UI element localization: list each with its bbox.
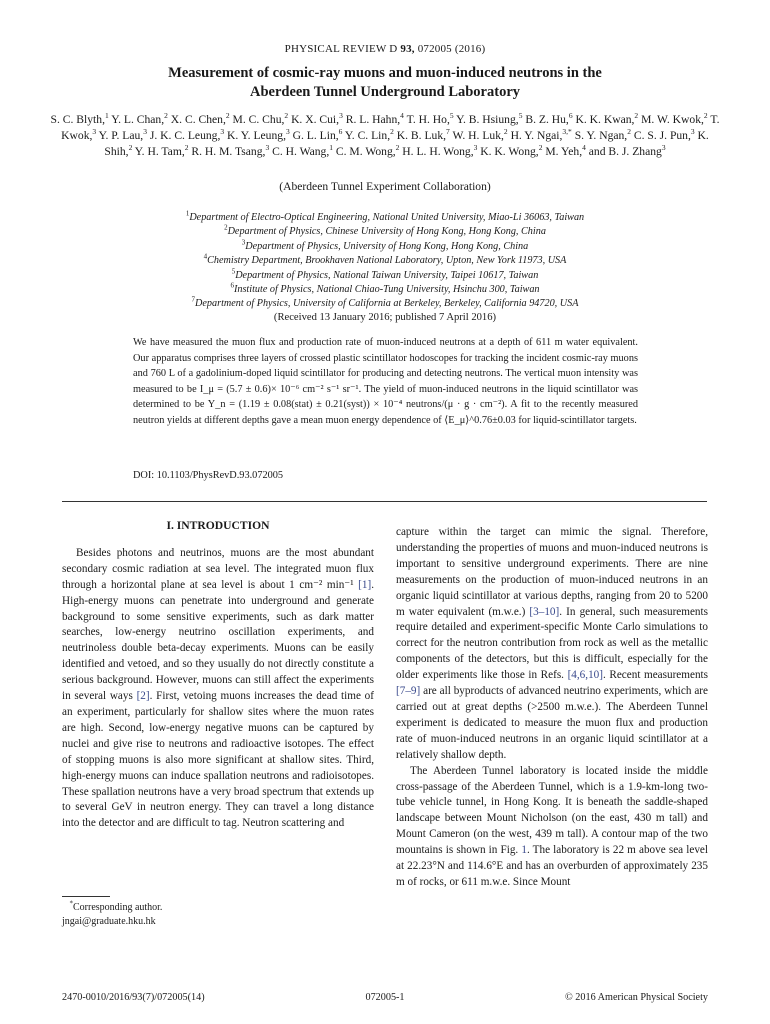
author [345, 129, 394, 142]
section-heading: I. INTRODUCTION [166, 519, 270, 532]
citation-link[interactable]: [3–10] [529, 605, 560, 618]
affiliation [100, 225, 670, 239]
author [402, 145, 477, 158]
abstract-part-1: We have measured the muon flux and production rate of muon-induced neutrons at a depth of 611 m water equivalent. Our apparatus comprises three layers of crossed plastic scintillator hodoscopes for tracking the incident cosmic-ray muons and 760 L of a gadolinium-doped liquid scintillator for producing and detecting neutrons. The vertical muon intensity was measured to be [133, 337, 638, 395]
text-run: . Recent measurements [602, 669, 709, 682]
author [99, 129, 147, 142]
author-affiliation-mark: 2 [225, 111, 230, 121]
energy-dependence: ⟨E_μ⟩^0.76±0.03 [444, 414, 516, 426]
author-name: Y. L. Chan, [111, 113, 165, 126]
text-run: . First, vetoing muons increases the dead time of an experiment, particularly for shallow sites where the muon rates are high. Second, low-energy negative muons can be captured by nuclei and give rise to neutrons and radioactive isotopes. The effect of stopping muons is also more significant at shallow sites. Third, high-energy muons can induce spallation neutrons and radioisotopes. These spallation neutrons have a very broad spectrum that extends up to several GeV in neutron energy. They can travel a long distance into the detector and are difficult to tag. Neutron scattering and [62, 690, 374, 830]
author [291, 113, 343, 126]
author [456, 113, 522, 126]
author-affiliation-mark: 2 [128, 143, 133, 153]
author-affiliation-mark: 2 [503, 127, 508, 137]
author-name: K. B. Luk, [396, 129, 447, 142]
author [589, 145, 666, 158]
muon-intensity: I_μ = (5.7 ± 0.6)× 10⁻⁶ cm⁻² s⁻¹ sr⁻¹ [199, 383, 359, 395]
journal-name: PHYSICAL REVIEW D [284, 43, 398, 55]
footnote-label: Corresponding author. [73, 902, 163, 913]
author [407, 113, 454, 126]
journal-volume: 93, [400, 43, 415, 55]
author-name: K. X. Cui, [291, 113, 340, 126]
affiliation-number: 2 [224, 224, 228, 233]
author-name: K. K. Kwan, [575, 113, 635, 126]
affiliation [100, 254, 670, 268]
author-affiliation-mark: 1 [329, 143, 333, 153]
author-affiliation-mark: 3 [661, 143, 666, 153]
author [480, 145, 542, 158]
affiliation-text: Chemistry Department, Brookhaven National Laboratory, Upton, New York 11973, USA [207, 255, 567, 267]
author [51, 113, 109, 126]
author-name: Y. P. Lau, [98, 129, 144, 142]
affiliation-text: Institute of Physics, National Chiao-Tung University, Hsinchu 300, Taiwan [233, 284, 540, 296]
author-affiliation-mark: 3,* [562, 127, 572, 137]
author-affiliation-mark: 2 [703, 111, 708, 121]
citation-link[interactable]: [2] [136, 690, 150, 703]
author-name: W. H. Luk, [452, 129, 504, 142]
author-name: T. Kwok, [61, 113, 720, 142]
author-name: S. C. Blyth, [50, 113, 105, 126]
affiliation [100, 269, 670, 283]
author-name: Y. B. Hsiung, [456, 113, 519, 126]
author-affiliation-mark: 1 [104, 111, 109, 121]
footnote-mark: * [69, 899, 73, 908]
author-name: J. K. C. Leung, [149, 129, 221, 142]
affiliation-number: 3 [241, 238, 246, 247]
author-affiliation-mark: 4 [582, 143, 586, 153]
text-run: are all byproducts of advanced neutrino experiments, which are carried out at great depths (>2500 m.w.e.). The Aberdeen Tunnel experiment is dedicated to measure the muon flux and production rate of muon-induced neutrons in an organic liquid scintillator at a relatively shallow depth. [396, 685, 708, 761]
collaboration: (Aberdeen Tunnel Experiment Collaboration) [279, 180, 491, 193]
text-run: Besides photons and neutrinos, muons are the most abundant secondary cosmic radiation at sea level. The integrated muon flux through a horizontal plane at sea level is about 1 cm⁻² min⁻¹ [62, 546, 374, 591]
author-name: C. M. Wong, [335, 145, 396, 158]
author [336, 145, 399, 158]
author [233, 113, 289, 126]
footer-issn: 2470-0010/2016/93(7)/072005(14) [62, 992, 205, 1003]
affiliation [100, 297, 670, 311]
author-affiliation-mark: 2 [538, 143, 543, 153]
author-affiliation-mark: 3 [220, 127, 225, 137]
author [397, 129, 450, 142]
author-affiliation-mark: 7 [446, 127, 450, 137]
author-name: G. L. Lin, [292, 129, 339, 142]
author-name: T. H. Ho, [406, 113, 450, 126]
author-affiliation-mark: 2 [284, 111, 289, 121]
author-affiliation-mark: 3 [339, 111, 343, 121]
author-name: X. C. Chen, [170, 113, 226, 126]
affiliation [100, 211, 670, 225]
author-affiliation-mark: 2 [627, 127, 631, 137]
paper-title [60, 64, 710, 102]
author-name: C. H. Wang, [272, 145, 330, 158]
author [511, 129, 572, 142]
affiliation-number: 4 [203, 252, 208, 261]
author-name: and B. J. Zhang [588, 145, 662, 158]
text-run: . High-energy muons can penetrate into underground and generate background to some sensitive experiments, such as dark matter searches, low-energy neutrino oscillation experiments, and neutrinoless double beta-decay experiments. Muons can be easily identified and vetoed, and so they usually do not directly constitute a serious background. However, muons can still affect the experiments in several ways [62, 578, 374, 703]
author-affiliation-mark: 3 [92, 127, 97, 137]
author-affiliation-mark: 2 [395, 143, 400, 153]
author [227, 129, 290, 142]
affiliation-list [100, 211, 670, 312]
author-affiliation-mark: 4 [400, 111, 404, 121]
author-affiliation-mark: 3 [473, 143, 478, 153]
abstract-part-4: for liquid-scintillator targets. [515, 414, 637, 426]
right-column [396, 525, 708, 891]
text-run: . In general, such measurements require detailed and experiment-specific Monte Carlo simulations to correct for the neutron contribution from rock as well as the metallic components of the detectors, but this is difficult, especially for the older experiments like those in Refs. [396, 605, 708, 682]
received-date: (Received 13 January 2016; published 7 April 2016) [273, 312, 497, 323]
author [111, 113, 168, 126]
affiliation-number: 5 [231, 267, 236, 276]
author [575, 113, 638, 126]
author-name: K. K. Wong, [480, 145, 539, 158]
doi-link[interactable]: DOI: 10.1103/PhysRevD.93.072005 [133, 470, 284, 481]
author-affiliation-mark: 2 [164, 111, 168, 121]
author [272, 145, 333, 158]
author [575, 129, 631, 142]
author-name: C. S. J. Pun, [633, 129, 691, 142]
affiliation-number: 6 [230, 281, 234, 290]
affiliation-text: Department of Physics, University of Hong Kong, Hong Kong, China [245, 240, 529, 252]
author-affiliation-mark: 5 [449, 111, 454, 121]
citation-link[interactable]: [4,6,10] [567, 669, 603, 682]
author [634, 129, 695, 142]
title-line-2: Aberdeen Tunnel Underground Laboratory [249, 84, 521, 100]
author-name: Y. H. Tam, [134, 145, 185, 158]
author-affiliation-mark: 2 [184, 143, 189, 153]
author-affiliation-mark: 3 [285, 127, 290, 137]
author-name: B. Z. Hu, [525, 113, 569, 126]
left-column [62, 518, 374, 832]
author-name: H. L. H. Wong, [402, 145, 474, 158]
abstract-part-3: . A fit to the recently measured neutron yields at different depths gave a mean muon energy dependence of [133, 399, 639, 426]
author-affiliation-mark: 2 [634, 111, 639, 121]
paragraph [396, 764, 708, 891]
author [346, 113, 404, 126]
affiliation-number: 7 [191, 296, 196, 305]
affiliation-text: Department of Physics, National Taiwan University, Taipei 10617, Taiwan [235, 269, 539, 281]
journal-header [0, 43, 770, 55]
author-affiliation-mark: 3 [265, 143, 270, 153]
author [545, 145, 585, 158]
author-affiliation-mark: 6 [338, 127, 343, 137]
author-name: M. Yeh, [545, 145, 583, 158]
affiliation-text: Department of Physics, University of California at Berkeley, Berkeley, California 94720, USA [195, 298, 579, 310]
author-name: K. Y. Leung, [227, 129, 286, 142]
author-name: R. L. Hahn, [345, 113, 401, 126]
author-name: R. H. M. Tsang, [191, 145, 266, 158]
author-affiliation-mark: 3 [143, 127, 147, 137]
affiliation-number: 1 [185, 209, 190, 218]
paragraph [396, 525, 708, 764]
text-run: The Aberdeen Tunnel laboratory is located inside the middle cross-passage of the Aberdeen Tunnel, which is a 1.9-km-long two-tube vehicle tunnel, in Hong Kong. It is beneath the saddle-shaped landscape between Mount Nicholson (on the east, 430 m tall) and Mount Cameron (on the west, 439 m tall). A contour map of the two mountains is shown in Fig. [396, 764, 708, 857]
author-name: M. W. Kwok, [641, 113, 704, 126]
author [191, 145, 269, 158]
neutron-yield: Y_n = (1.19 ± 0.08(stat) ± 0.21(syst)) × 10⁻⁴ neutrons/(μ · g · cm⁻²) [207, 399, 505, 411]
author [150, 129, 224, 142]
author [171, 113, 230, 126]
abstract-part-2: . The yield of muon-induced neutrons in the liquid scintillator was determined to be [133, 383, 639, 411]
footer-page-number: 072005-1 [365, 992, 405, 1003]
title-line-1: Measurement of cosmic-ray muons and muon-induced neutrons in the [168, 65, 602, 81]
author [525, 113, 572, 126]
footnote-divider [62, 896, 110, 897]
journal-article: 072005 (2016) [417, 43, 486, 55]
author-name: M. C. Chu, [232, 113, 285, 126]
author-affiliation-mark: 2 [390, 127, 394, 137]
affiliation [100, 283, 670, 297]
footnote-label-line [62, 901, 374, 915]
author-name: H. Y. Ngai, [510, 129, 563, 142]
author-list [50, 112, 720, 160]
section-divider [62, 501, 707, 502]
author [293, 129, 343, 142]
citation-link[interactable]: [1] [358, 578, 372, 591]
author-name: K. Shih, [104, 129, 709, 158]
author [452, 129, 507, 142]
author [135, 145, 189, 158]
footer-copyright: © 2016 American Physical Society [565, 992, 708, 1003]
author [641, 113, 708, 126]
citation-link[interactable]: [7–9] [396, 685, 421, 698]
affiliation-text: Department of Physics, Chinese University of Hong Kong, Hong Kong, China [227, 226, 546, 238]
footnote-email[interactable]: jngai@graduate.hku.hk [62, 916, 156, 927]
text-run: capture within the target can mimic the signal. Therefore, understanding the properties of muons and muon-induced neutrons is important to sensitive underground experiments. There are nine measurements on the production of muon-induced neutrons in an organic liquid scintillator at various depths, ranging from 20 to 5200 m water equivalent (m.w.e.) [396, 526, 708, 618]
text-run: . The laboratory is 22 m above sea level at 22.23°N and 114.6°E and has an overburden of approximately 235 m of rocks, or 611 m.w.e. Since Mount [396, 844, 708, 888]
figure-link[interactable]: 1 [521, 844, 527, 857]
author-name: S. Y. Ngan, [574, 129, 628, 142]
affiliation [100, 240, 670, 254]
author-affiliation-mark: 3 [690, 127, 695, 137]
author-affiliation-mark: 6 [568, 111, 573, 121]
author-affiliation-mark: 5 [518, 111, 523, 121]
paragraph [62, 546, 374, 832]
footnote [62, 901, 374, 929]
affiliation-text: Department of Electro-Optical Engineering, National United University, Miao-Li 36063, Taiwan [189, 212, 585, 223]
author-name: Y. C. Lin, [344, 129, 391, 142]
abstract [133, 335, 638, 429]
